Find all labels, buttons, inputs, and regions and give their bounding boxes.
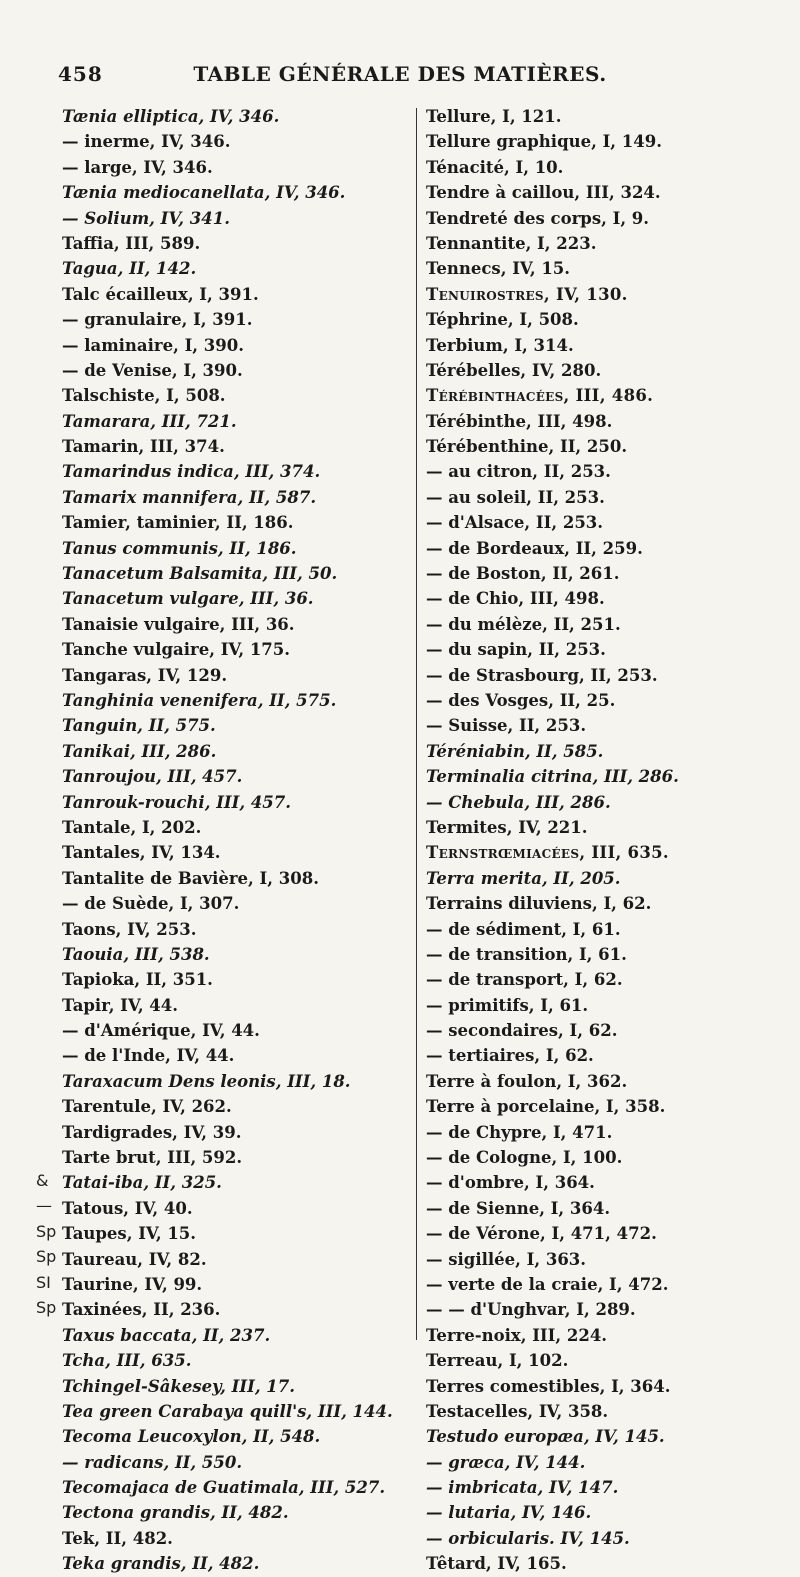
index-entry: — de Venise, I, 390. bbox=[62, 360, 243, 380]
index-entry: Tamier, taminier, II, 186. bbox=[62, 513, 294, 533]
index-entry: Tenuirostres, IV, 130. bbox=[426, 284, 628, 304]
page-title: TABLE GÉNÉRALE DES MATIÈRES. bbox=[193, 62, 607, 86]
index-entry: Tanrouk-rouchi, III, 457. bbox=[62, 792, 292, 812]
index-entry: — de Suède, I, 307. bbox=[62, 894, 240, 914]
index-entry: Tantale, I, 202. bbox=[62, 817, 202, 837]
index-entry: Terre à porcelaine, I, 358. bbox=[426, 1097, 666, 1117]
index-entry: — de transport, I, 62. bbox=[426, 970, 623, 990]
index-entry: Terre-noix, III, 224. bbox=[426, 1325, 608, 1345]
index-entry: Tennantite, I, 223. bbox=[426, 233, 597, 253]
index-entry: Taxus baccata, II, 237. bbox=[62, 1325, 271, 1345]
index-entry: Tanaisie vulgaire, III, 36. bbox=[62, 614, 295, 634]
index-entry: — large, IV, 346. bbox=[62, 157, 213, 177]
index-entry: — Suisse, II, 253. bbox=[426, 716, 587, 736]
index-entry: Tagua, II, 142. bbox=[62, 259, 197, 279]
index-entry: Tapir, IV, 44. bbox=[62, 995, 179, 1015]
page-header bbox=[0, 62, 800, 92]
index-entry: — — d'Unghvar, I, 289. bbox=[426, 1300, 636, 1320]
index-entry: — Solium, IV, 341. bbox=[62, 208, 230, 228]
index-entry: Térébelles, IV, 280. bbox=[426, 360, 602, 380]
index-entry: — du mélèze, II, 251. bbox=[426, 614, 621, 634]
index-entry: — de Bordeaux, II, 259. bbox=[426, 538, 643, 558]
index-entry: — de Sienne, I, 364. bbox=[426, 1198, 611, 1218]
index-entry: Taons, IV, 253. bbox=[62, 919, 197, 939]
index-entry: Tendre à caillou, III, 324. bbox=[426, 183, 661, 203]
index-entry: — de Cologne, I, 100. bbox=[426, 1148, 623, 1168]
index-column-left bbox=[62, 104, 412, 1574]
index-entry: Tecoma Leucoxylon, II, 548. bbox=[62, 1427, 321, 1447]
index-entry: Taureau, IV, 82. bbox=[62, 1249, 207, 1269]
index-entry: Terre à foulon, I, 362. bbox=[426, 1071, 628, 1091]
margin-note: & bbox=[36, 1171, 49, 1190]
index-entry: Terrains diluviens, I, 62. bbox=[426, 894, 652, 914]
index-entry: Termites, IV, 221. bbox=[426, 817, 588, 837]
index-entry: — au soleil, II, 253. bbox=[426, 487, 605, 507]
margin-note: Sp bbox=[36, 1247, 57, 1267]
index-entry: Tanacetum vulgare, III, 36. bbox=[62, 589, 314, 609]
index-entry: Tarentule, IV, 262. bbox=[62, 1097, 232, 1117]
index-entry: Tea green Carabaya quill's, III, 144. bbox=[62, 1401, 393, 1421]
index-entry: — de transition, I, 61. bbox=[426, 944, 627, 964]
index-entry: — laminaire, I, 390. bbox=[62, 335, 244, 355]
index-entry: — des Vosges, II, 25. bbox=[426, 690, 616, 710]
index-entry: Tamarara, III, 721. bbox=[62, 411, 237, 431]
index-entry: Terbium, I, 314. bbox=[426, 335, 574, 355]
index-entry: Tanroujou, III, 457. bbox=[62, 767, 243, 787]
index-entry: Tek, II, 482. bbox=[62, 1528, 173, 1548]
index-entry: Testudo europæa, IV, 145. bbox=[426, 1427, 665, 1447]
index-entry: Tcha, III, 635. bbox=[62, 1351, 192, 1371]
index-entry: Terra merita, II, 205. bbox=[426, 868, 621, 888]
index-entry: — orbicularis. IV, 145. bbox=[426, 1528, 630, 1548]
index-entry: Tectona grandis, II, 482. bbox=[62, 1503, 289, 1523]
index-entry: Tangaras, IV, 129. bbox=[62, 665, 228, 685]
index-entry: — imbricata, IV, 147. bbox=[426, 1478, 619, 1498]
index-entry: Tamarindus indica, III, 374. bbox=[62, 462, 321, 482]
index-entry: Talc écailleux, I, 391. bbox=[62, 284, 259, 304]
index-entry: Téphrine, I, 508. bbox=[426, 310, 579, 330]
index-entry: Tarte brut, III, 592. bbox=[62, 1148, 243, 1168]
index-entry: Tanacetum Balsamita, III, 50. bbox=[62, 564, 338, 584]
index-entry: — sigillée, I, 363. bbox=[426, 1249, 587, 1269]
index-entry: Tamarix mannifera, II, 587. bbox=[62, 487, 317, 507]
index-entry: Tanus communis, II, 186. bbox=[62, 538, 297, 558]
margin-note: SI bbox=[36, 1272, 51, 1292]
index-entry: — græca, IV, 144. bbox=[426, 1452, 586, 1472]
index-entry: — inerme, IV, 346. bbox=[62, 132, 231, 152]
index-entry: — de Strasbourg, II, 253. bbox=[426, 665, 658, 685]
index-entry: Têtard, IV, 165. bbox=[426, 1554, 567, 1574]
index-entry: Taffia, III, 589. bbox=[62, 233, 201, 253]
index-entry: — au citron, II, 253. bbox=[426, 462, 611, 482]
index-entry: — tertiaires, I, 62. bbox=[426, 1046, 594, 1066]
index-entry: — du sapin, II, 253. bbox=[426, 640, 606, 660]
index-entry: Teka grandis, II, 482. bbox=[62, 1554, 260, 1574]
index-entry: Testacelles, IV, 358. bbox=[426, 1401, 609, 1421]
index-entry: Taupes, IV, 15. bbox=[62, 1224, 197, 1244]
index-entry: — de Chio, III, 498. bbox=[426, 589, 605, 609]
column-divider bbox=[416, 108, 417, 1340]
index-entry: Tænia mediocanellata, IV, 346. bbox=[62, 183, 346, 203]
index-entry: Tamarin, III, 374. bbox=[62, 437, 225, 457]
index-entry: Tænia elliptica, IV, 346. bbox=[62, 107, 280, 126]
index-entry: Tellure, I, 121. bbox=[426, 107, 562, 126]
index-entry: Terminalia citrina, III, 286. bbox=[426, 767, 679, 787]
index-entry: Tantalite de Bavière, I, 308. bbox=[62, 868, 319, 888]
index-entry: — granulaire, I, 391. bbox=[62, 310, 253, 330]
index-entry: — d'Amérique, IV, 44. bbox=[62, 1021, 260, 1041]
index-entry: Térébinthe, III, 498. bbox=[426, 411, 613, 431]
index-entry: Taouia, III, 538. bbox=[62, 944, 210, 964]
index-entry: Terres comestibles, I, 364. bbox=[426, 1376, 671, 1396]
index-entry: Taurine, IV, 99. bbox=[62, 1274, 203, 1294]
index-entry: — radicans, II, 550. bbox=[62, 1452, 243, 1472]
index-entry: Talschiste, I, 508. bbox=[62, 386, 226, 406]
index-entry: Térébinthacées, III, 486. bbox=[426, 386, 654, 406]
index-entry: Tanghinia venenifera, II, 575. bbox=[62, 690, 337, 710]
index-entry: — de sédiment, I, 61. bbox=[426, 919, 621, 939]
index-entry: — de Boston, II, 261. bbox=[426, 564, 620, 584]
index-entry: — d'ombre, I, 364. bbox=[426, 1173, 595, 1193]
index-entry: — de Chypre, I, 471. bbox=[426, 1122, 613, 1142]
index-entry: Tanguin, II, 575. bbox=[62, 716, 216, 736]
index-entry: — primitifs, I, 61. bbox=[426, 995, 589, 1015]
index-entry: — lutaria, IV, 146. bbox=[426, 1503, 592, 1523]
index-entry: Tanche vulgaire, IV, 175. bbox=[62, 640, 291, 660]
index-entry: Taxinées, II, 236. bbox=[62, 1300, 221, 1320]
index-entry: Téréniabin, II, 585. bbox=[426, 741, 604, 761]
index-entry: Taraxacum Dens leonis, III, 18. bbox=[62, 1071, 351, 1091]
index-entry: Tantales, IV, 134. bbox=[62, 843, 221, 863]
index-entry: Tanikai, III, 286. bbox=[62, 741, 217, 761]
index-column-right bbox=[426, 104, 766, 1574]
margin-note: — bbox=[36, 1196, 52, 1216]
index-entry: Tennecs, IV, 15. bbox=[426, 259, 571, 279]
margin-note: Sp bbox=[36, 1221, 57, 1241]
page-number: 458 bbox=[58, 62, 103, 86]
index-entry: Tatai-iba, II, 325. bbox=[62, 1173, 222, 1193]
index-entry: — verte de la craie, I, 472. bbox=[426, 1274, 669, 1294]
index-entry: — de Vérone, I, 471, 472. bbox=[426, 1224, 657, 1244]
index-entry: — d'Alsace, II, 253. bbox=[426, 513, 604, 533]
index-entry: Tchingel-Sâkesey, III, 17. bbox=[62, 1376, 296, 1396]
index-entry: — de l'Inde, IV, 44. bbox=[62, 1046, 235, 1066]
index-entry: Terreau, I, 102. bbox=[426, 1351, 569, 1371]
index-entry: Térébenthine, II, 250. bbox=[426, 437, 628, 457]
index-entry: Ténacité, I, 10. bbox=[426, 157, 564, 177]
index-entry: — secondaires, I, 62. bbox=[426, 1021, 618, 1041]
handwritten-margin-notes bbox=[36, 1168, 66, 1320]
index-entry: Tecomajaca de Guatimala, III, 527. bbox=[62, 1478, 386, 1498]
index-entry: — Chebula, III, 286. bbox=[426, 792, 611, 812]
index-entry: Tardigrades, IV, 39. bbox=[62, 1122, 242, 1142]
index-entry: Tendreté des corps, I, 9. bbox=[426, 208, 650, 228]
index-entry: Ternstrœmiacées, III, 635. bbox=[426, 843, 669, 863]
index-entry: Tellure graphique, I, 149. bbox=[426, 132, 662, 152]
index-entry: Tapioka, II, 351. bbox=[62, 970, 213, 990]
index-entry: Tatous, IV, 40. bbox=[62, 1198, 193, 1218]
margin-note: Sp bbox=[36, 1297, 57, 1317]
